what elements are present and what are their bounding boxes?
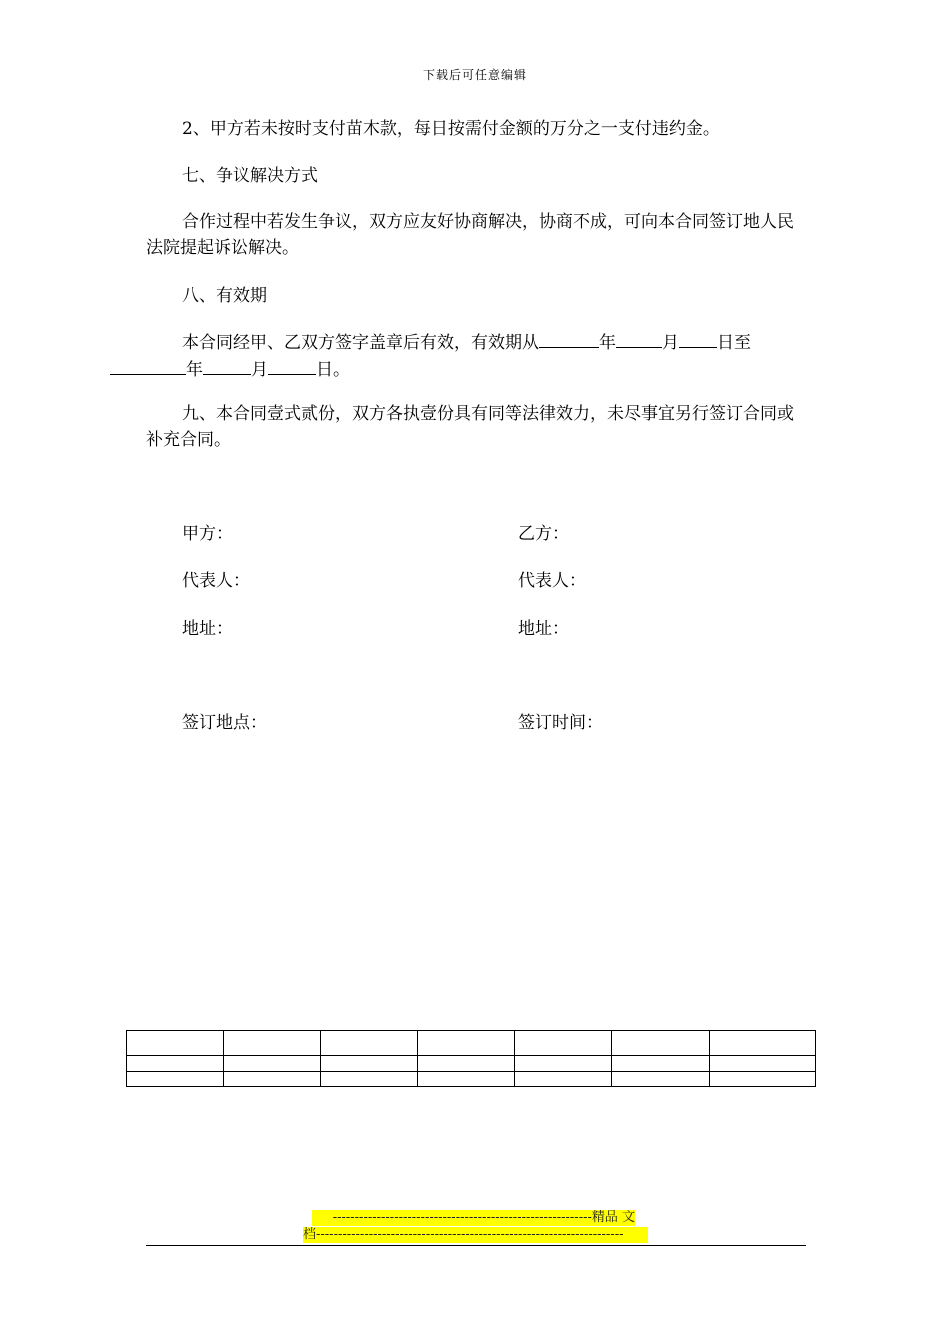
table-cell [612,1072,710,1087]
table-cell [127,1056,224,1072]
day-start-blank[interactable] [679,329,717,348]
table-cell [127,1031,224,1056]
day-end-label: 日。 [316,360,350,380]
table-cell [321,1072,418,1087]
address-a-label: 地址： [182,619,233,639]
year-end-label: 年 [186,360,203,380]
month-label: 月 [662,333,679,353]
table-cell [710,1031,816,1056]
footer-banner-line1: -----------------------------------------------------------精品 文 [312,1210,635,1226]
month-end-label: 月 [251,360,268,380]
validity-prefix: 本合同经甲、乙双方签字盖章后有效，有效期从 [182,333,539,353]
table-row [127,1056,816,1072]
table-cell [418,1031,515,1056]
clause-copies: 九、本合同壹式贰份，双方各执壹份具有同等法律效力，未尽事宜另行签订合同或补充合同。 [146,404,794,450]
day-to-label: 日至 [717,333,751,353]
table-cell [321,1031,418,1056]
signing-time-label: 签订时间： [518,713,603,733]
dispute-heading: 七、争议解决方式 [182,166,318,186]
rep-a-label: 代表人： [182,571,250,591]
month-start-blank[interactable] [616,329,662,348]
table-cell [515,1031,612,1056]
clause-penalty: 2、甲方若未按时支付苗木款，每日按需付金额的万分之一支付违约金。 [182,119,720,139]
table-row [127,1031,816,1056]
table-cell [127,1072,224,1087]
table-row [127,1072,816,1087]
table-cell [612,1031,710,1056]
table-cell [418,1072,515,1087]
table-cell [321,1056,418,1072]
table-cell [515,1072,612,1087]
day-end-blank[interactable] [268,356,316,375]
dispute-body: 合作过程中若发生争议，双方应友好协商解决，协商不成，可向本合同签订地人民法院提起诉讼解决。 [146,212,794,258]
empty-table [126,1030,816,1087]
party-a-label: 甲方： [182,524,233,544]
year-label: 年 [599,333,616,353]
address-b-label: 地址： [518,619,569,639]
table-cell [224,1056,321,1072]
table-cell [612,1056,710,1072]
footer-banner-line2: 档---------------------------------------------------------------------- [303,1227,648,1243]
table-cell [515,1056,612,1072]
table-cell [710,1056,816,1072]
footer-divider [146,1245,806,1246]
signing-place-label: 签订地点： [182,713,267,733]
year-start-blank[interactable] [539,329,599,348]
validity-heading: 八、有效期 [182,286,267,306]
validity-body [146,329,806,383]
table-cell [710,1072,816,1087]
party-b-label: 乙方： [518,524,569,544]
month-end-blank[interactable] [203,356,251,375]
rep-b-label: 代表人： [518,571,586,591]
year-end-blank[interactable] [110,356,186,375]
table-cell [224,1031,321,1056]
table-cell [224,1072,321,1087]
page-header: 下载后可任意编辑 [422,68,527,82]
table-cell [418,1056,515,1072]
